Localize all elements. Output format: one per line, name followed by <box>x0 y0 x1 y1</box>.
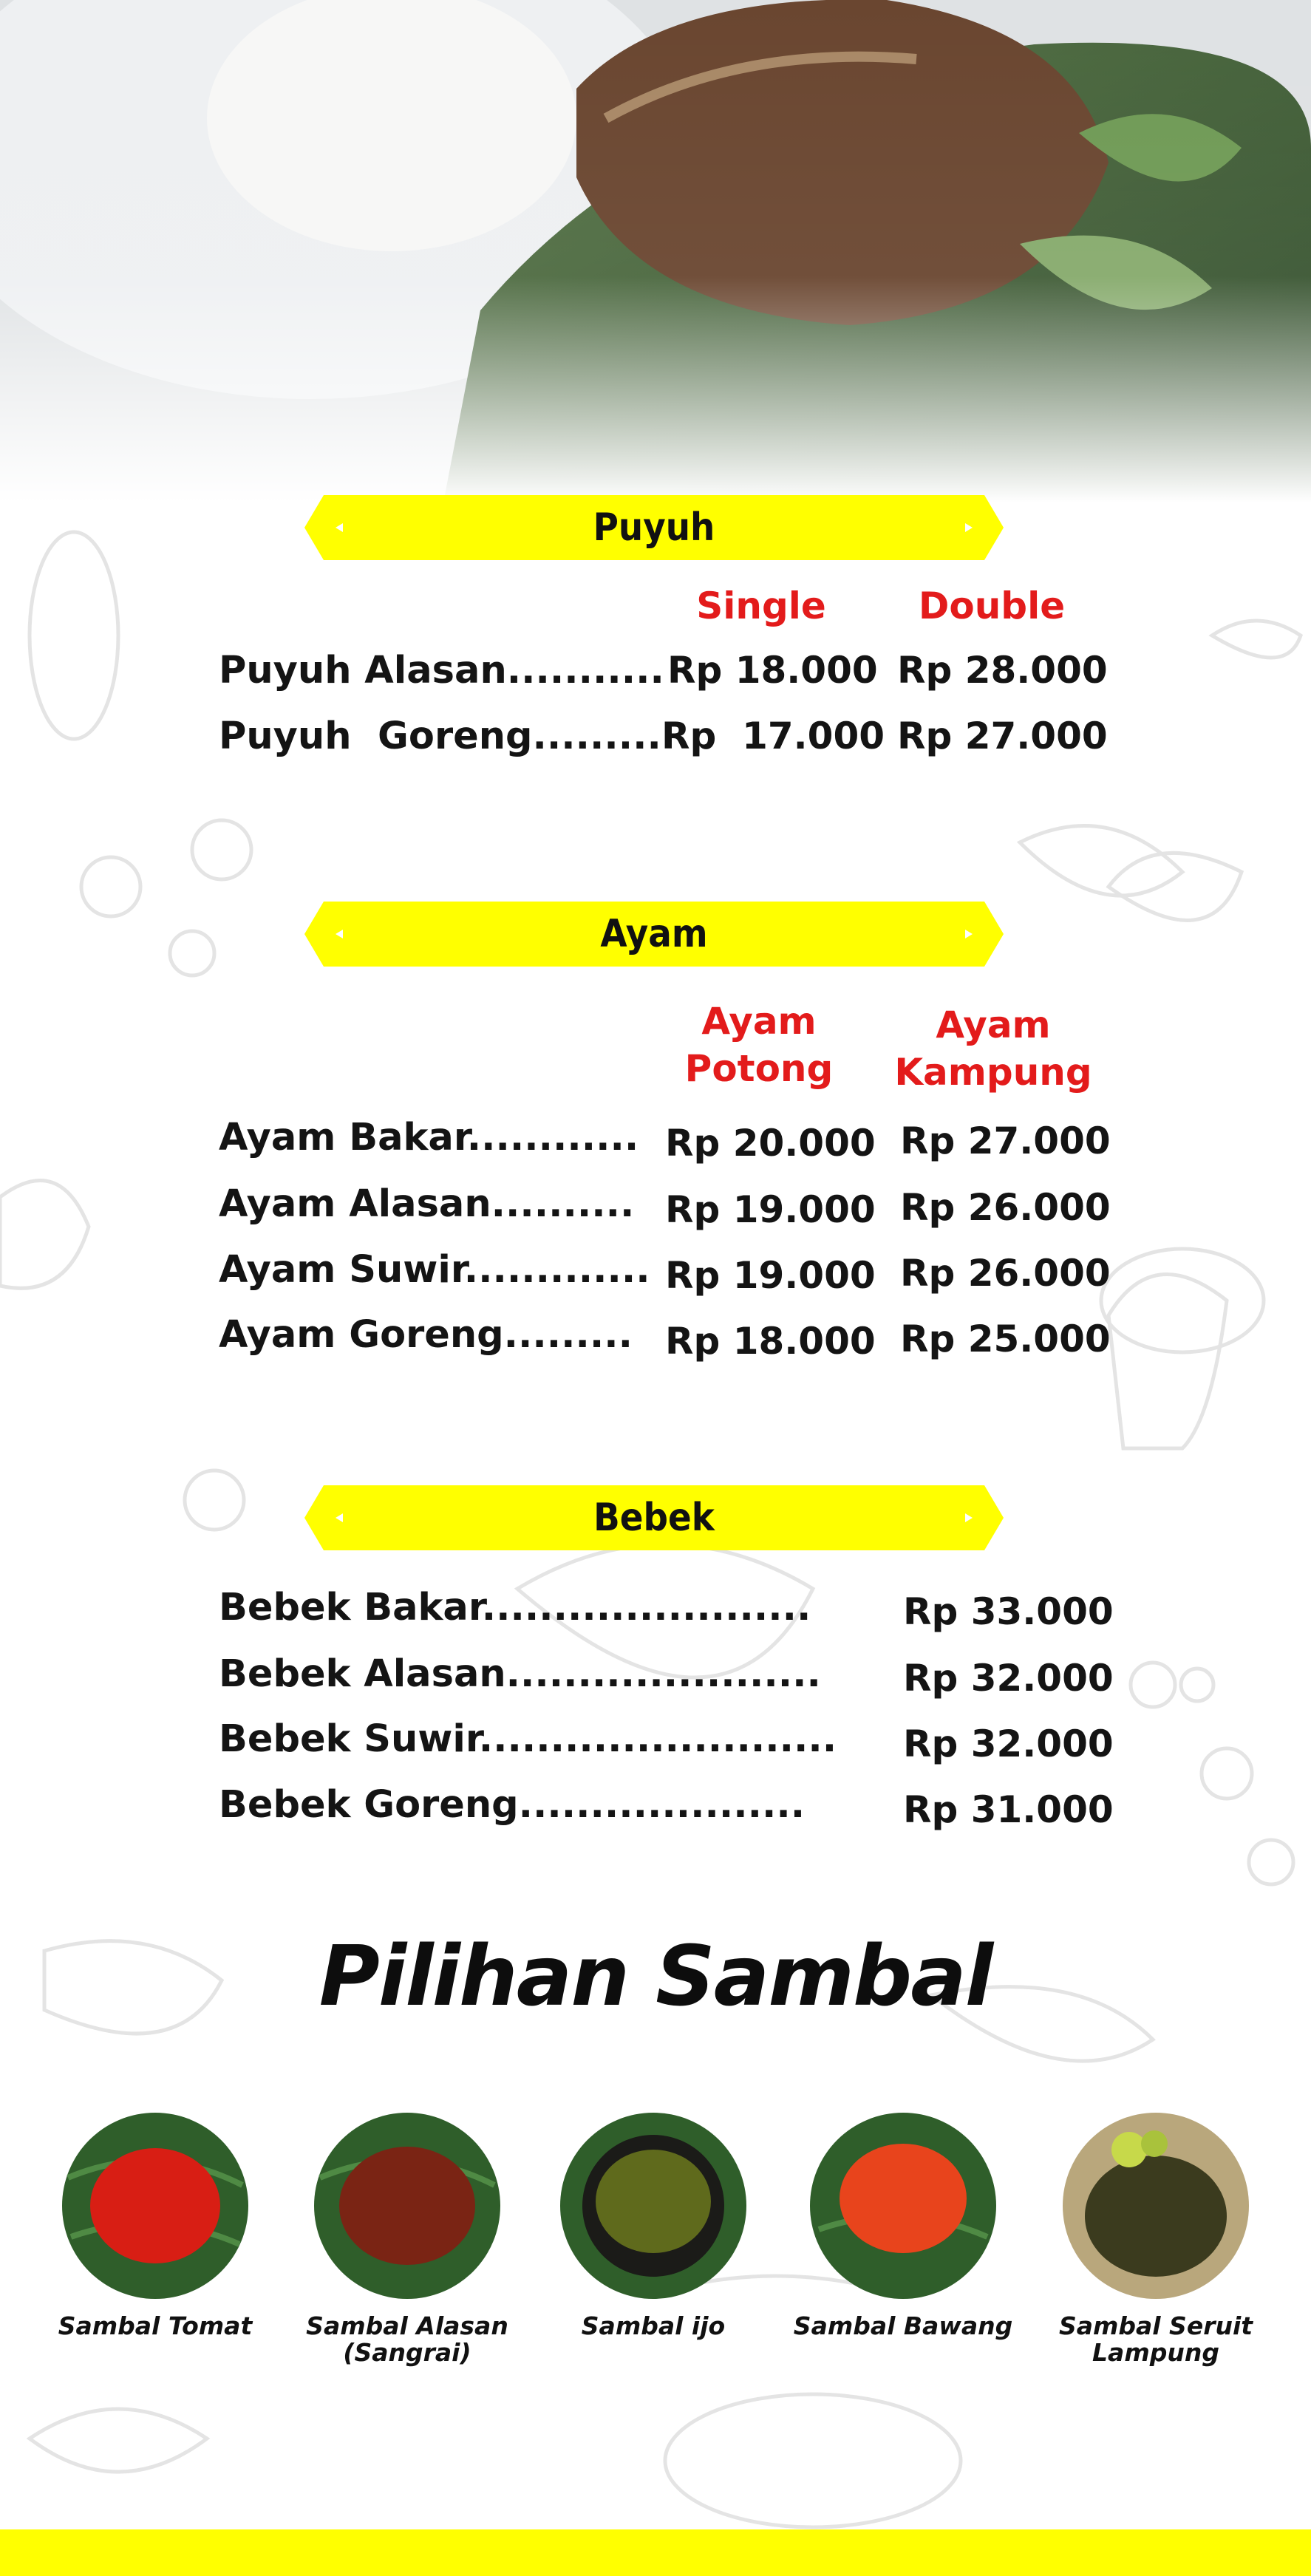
sambal-label <box>535 2313 772 2340</box>
sambal-bawang-image <box>808 2111 998 2300</box>
ayam-item-name: Ayam Bakar............ <box>219 1116 639 1159</box>
ayam-col-potong-line1: Ayam <box>701 1000 817 1043</box>
sambal-alasan-image <box>313 2111 502 2300</box>
sambal-color <box>90 2148 220 2263</box>
ayam-item-price-potong: Rp 18.000 <box>665 1320 876 1363</box>
ayam-col-kampung-line1: Ayam <box>936 1004 1051 1046</box>
bebek-item-name: Bebek Alasan...................... <box>219 1652 821 1696</box>
sambal-label-line: Sambal Bawang <box>793 2311 1013 2340</box>
ayam-item-name: Ayam Goreng......... <box>219 1313 633 1357</box>
sambal-label-line: Sambal Alasan <box>306 2311 508 2340</box>
puyuh-item-price-double: Rp 27.000 <box>897 715 1108 757</box>
puyuh-col-single: Single <box>696 585 826 627</box>
ayam-col-potong <box>648 998 870 1092</box>
ayam-item-price-kampung: Rp 26.000 <box>900 1186 1111 1229</box>
puyuh-item-name: Puyuh Goreng......... <box>219 715 661 758</box>
ayam-item-name: Ayam Alasan.......... <box>219 1182 635 1226</box>
ayam-item-price-potong: Rp 19.000 <box>665 1188 876 1231</box>
sambal-label-line: (Sangrai) <box>343 2338 471 2367</box>
ayam-item-price-potong: Rp 20.000 <box>665 1122 876 1165</box>
ayam-col-kampung-line2: Kampung <box>894 1051 1092 1094</box>
ayam-col-potong-line2: Potong <box>684 1047 834 1090</box>
puyuh-title: Puyuh <box>593 505 715 550</box>
ayam-item-price-kampung: Rp 26.000 <box>900 1252 1111 1295</box>
puyuh-item-name: Puyuh Alasan........... <box>219 649 664 692</box>
sambal-label-line: Sambal ijo <box>581 2311 726 2340</box>
ayam-item-price-kampung: Rp 27.000 <box>900 1120 1111 1162</box>
sambal-label <box>37 2313 273 2340</box>
sambal-ijo-image <box>559 2111 748 2300</box>
sambal-label-line: Sambal Seruit <box>1058 2311 1253 2340</box>
bebek-item-name: Bebek Bakar....................... <box>219 1586 811 1629</box>
sambal-label <box>289 2313 525 2366</box>
bebek-item-price: Rp 32.000 <box>903 1657 1114 1700</box>
puyuh-item-price-single: Rp 18.000 <box>667 649 878 692</box>
bebek-item-price: Rp 31.000 <box>903 1788 1114 1831</box>
sambal-label-line: Lampung <box>1092 2338 1219 2367</box>
ayam-item-name: Ayam Suwir............. <box>219 1248 650 1292</box>
sambal-label <box>785 2313 1021 2340</box>
puyuh-item-price-double: Rp 28.000 <box>897 649 1108 692</box>
ayam-col-kampung <box>882 1001 1104 1096</box>
ayam-item-price-kampung: Rp 25.000 <box>900 1318 1111 1360</box>
sambal-tomat-image <box>61 2111 250 2300</box>
ayam-banner <box>304 902 1004 967</box>
sambal-label <box>1038 2313 1274 2366</box>
bebek-title: Bebek <box>593 1496 715 1540</box>
puyuh-col-double: Double <box>918 585 1066 627</box>
bebek-item-price: Rp 33.000 <box>903 1590 1114 1633</box>
bebek-item-name: Bebek Goreng.................... <box>219 1783 806 1827</box>
puyuh-banner <box>304 495 1004 560</box>
footer-yellow-bar <box>0 2529 1311 2576</box>
hero-dish-photo <box>0 0 1311 502</box>
bebek-item-price: Rp 32.000 <box>903 1723 1114 1765</box>
ayam-title: Ayam <box>600 912 708 956</box>
bebek-banner <box>304 1485 1004 1550</box>
sambal-seruit-image <box>1061 2111 1250 2300</box>
puyuh-item-price-single: Rp 17.000 <box>661 715 885 757</box>
ayam-item-price-potong: Rp 19.000 <box>665 1254 876 1297</box>
sambal-section-title: Pilihan Sambal <box>319 1929 992 2025</box>
sambal-label-line: Sambal Tomat <box>58 2311 253 2340</box>
bebek-item-name: Bebek Suwir......................... <box>219 1717 837 1761</box>
